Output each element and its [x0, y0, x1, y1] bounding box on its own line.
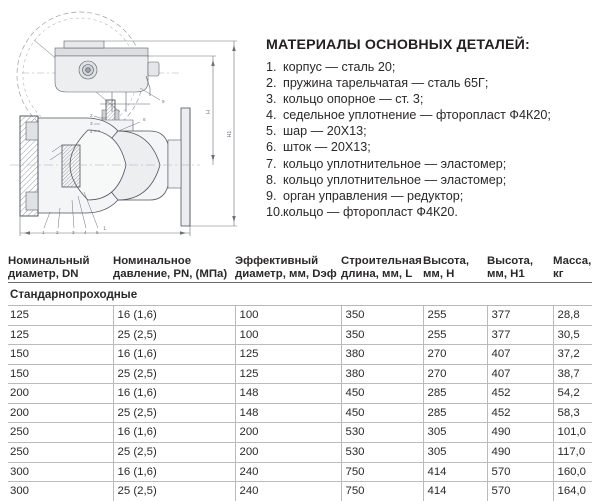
cell-length: 450: [341, 384, 423, 404]
material-item: [266, 139, 596, 155]
column-header-deff: Эффективный диаметр, мм, Dэф: [235, 255, 341, 282]
svg-text:4: 4: [90, 129, 93, 134]
cell-length: 350: [341, 305, 423, 325]
cell-length: 380: [341, 345, 423, 365]
column-header-height-h: Высота, мм, H: [423, 255, 487, 282]
cell-deff: 148: [235, 384, 341, 404]
material-item: [266, 188, 596, 204]
table-group-label: Стандарнопроходные: [8, 282, 592, 305]
left-flange: [20, 116, 38, 216]
svg-text:5: 5: [96, 230, 99, 235]
table-body: [8, 282, 592, 500]
cell-deff: 148: [235, 403, 341, 423]
cell-mass: 160,0: [553, 462, 592, 482]
table-row: [8, 403, 592, 423]
material-item-number: 4.: [266, 108, 277, 123]
cell-deff: 200: [235, 443, 341, 463]
cell-mass: 164,0: [553, 482, 592, 501]
material-item-text: шток — 20Х13;: [283, 140, 371, 155]
table-row: [8, 482, 592, 501]
material-item-text: шар — 20Х13;: [283, 124, 367, 139]
cell-deff: 200: [235, 423, 341, 443]
material-item: [266, 172, 596, 188]
material-item-number: 9.: [266, 188, 277, 203]
material-item: [266, 75, 596, 91]
cell-pn: 16 (1,6): [113, 462, 235, 482]
valve-drawing-pane: [0, 0, 258, 248]
cell-height-h: 305: [423, 443, 487, 463]
material-item: [266, 59, 596, 75]
svg-text:3: 3: [90, 121, 93, 126]
column-header-height-h1: Высота, мм, H1: [487, 255, 553, 282]
valve-body: [38, 118, 168, 213]
cell-mass: 58,3: [553, 403, 592, 423]
cell-pn: 25 (2,5): [113, 443, 235, 463]
cell-deff: 240: [235, 462, 341, 482]
cell-deff: 100: [235, 305, 341, 325]
cell-height-h: 414: [423, 462, 487, 482]
cell-height-h1: 407: [487, 345, 553, 365]
dimension-label-l: L: [103, 226, 107, 232]
table-row: [8, 305, 592, 325]
cell-mass: 37,2: [553, 345, 592, 365]
material-item: [266, 91, 596, 107]
material-item: [266, 123, 596, 139]
table-row: [8, 462, 592, 482]
cell-length: 750: [341, 462, 423, 482]
right-flange: [168, 108, 190, 226]
material-item-number: 1.: [266, 59, 277, 74]
material-item-text: кольцо уплотнительное — эластомер;: [283, 156, 507, 171]
cell-deff: 100: [235, 325, 341, 345]
materials-list: [266, 59, 596, 221]
cell-height-h: 414: [423, 482, 487, 501]
cell-height-h: 255: [423, 305, 487, 325]
cell-height-h1: 490: [487, 423, 553, 443]
cell-mass: 28,8: [553, 305, 592, 325]
cell-height-h: 255: [423, 325, 487, 345]
cell-height-h: 270: [423, 345, 487, 365]
material-item-number: 8.: [266, 172, 277, 187]
ball-valve-cross-section-drawing: [0, 0, 258, 248]
svg-text:2: 2: [90, 113, 93, 118]
cell-height-h: 305: [423, 423, 487, 443]
svg-text:2: 2: [56, 230, 59, 235]
table-row: [8, 423, 592, 443]
cell-length: 450: [341, 403, 423, 423]
cell-mass: 30,5: [553, 325, 592, 345]
table-head: [8, 255, 592, 282]
cell-mass: 101,0: [553, 423, 592, 443]
material-item-number: 5.: [266, 124, 277, 139]
table-row: [8, 384, 592, 404]
cell-height-h: 285: [423, 403, 487, 423]
column-header-pn: Номинальное давление, PN, (МПа): [113, 255, 235, 282]
top-section: [0, 0, 600, 248]
material-item-number: 6.: [266, 140, 277, 155]
cell-deff: 125: [235, 364, 341, 384]
cell-dn: 250: [8, 423, 113, 443]
table-row: [8, 364, 592, 384]
column-header-mass: Масса, кг: [553, 255, 592, 281]
cell-height-h: 285: [423, 384, 487, 404]
cell-dn: 125: [8, 325, 113, 345]
cell-length: 530: [341, 423, 423, 443]
cell-pn: 16 (1,6): [113, 305, 235, 325]
cell-height-h1: 490: [487, 443, 553, 463]
material-item-text: орган управления — редуктор;: [283, 188, 464, 203]
column-header-length: Строительная длина, мм, L: [341, 255, 422, 281]
specification-table: [8, 255, 592, 501]
table-row: [8, 443, 592, 463]
column-header-dn: Номинальный диаметр, DN: [8, 255, 113, 282]
cell-mass: 38,7: [553, 364, 592, 384]
cell-pn: 25 (2,5): [113, 403, 235, 423]
table-row: [8, 345, 592, 365]
material-item-text: седельное уплотнение — фторопласт Ф4К20;: [283, 108, 551, 123]
specification-table-wrapper: [8, 255, 592, 501]
material-item-text: кольцо — фторопласт Ф4К20.: [283, 205, 458, 220]
cell-dn: 200: [8, 384, 113, 404]
materials-title: МАТЕРИАЛЫ ОСНОВНЫХ ДЕТАЛЕЙ:: [266, 37, 530, 53]
cell-height-h1: 452: [487, 403, 553, 423]
material-item: [266, 156, 596, 172]
material-item: [266, 204, 596, 220]
cell-dn: 300: [8, 462, 113, 482]
material-item: [266, 107, 596, 123]
dimension-label-h: H: [206, 110, 212, 114]
cell-pn: 25 (2,5): [113, 325, 235, 345]
cell-pn: 25 (2,5): [113, 364, 235, 384]
table-header-row: [8, 255, 592, 282]
cell-length: 750: [341, 482, 423, 501]
cell-length: 530: [341, 443, 423, 463]
svg-text:3: 3: [72, 230, 75, 235]
cell-height-h1: 407: [487, 364, 553, 384]
cell-dn: 150: [8, 364, 113, 384]
cell-height-h1: 377: [487, 305, 553, 325]
material-item-text: кольцо опорное — ст. 3;: [283, 91, 424, 106]
cell-mass: 117,0: [553, 443, 592, 463]
svg-text:1: 1: [42, 230, 45, 235]
cell-deff: 125: [235, 345, 341, 365]
materials-section: [258, 0, 600, 248]
cell-pn: 16 (1,6): [113, 384, 235, 404]
svg-text:9: 9: [162, 99, 165, 104]
cell-length: 380: [341, 364, 423, 384]
cell-height-h1: 570: [487, 482, 553, 501]
cell-height-h1: 377: [487, 325, 553, 345]
cell-pn: 16 (1,6): [113, 423, 235, 443]
cell-dn: 200: [8, 403, 113, 423]
cell-dn: 300: [10, 485, 30, 498]
material-item-text: корпус — сталь 20;: [283, 59, 396, 74]
cell-deff: 240: [235, 482, 341, 501]
cell-dn: 125: [8, 305, 113, 325]
cell-dn: 150: [8, 345, 113, 365]
table-group-row: [8, 282, 592, 305]
material-item-text: пружина тарельчатая — сталь 65Г;: [283, 75, 489, 90]
material-item-number: 3.: [266, 91, 277, 106]
cell-mass: 54,2: [553, 384, 592, 404]
cell-pn: 16 (1,6): [113, 345, 235, 365]
cell-length: 350: [341, 325, 423, 345]
material-item-number: 10.: [266, 205, 284, 220]
cell-height-h1: 570: [487, 462, 553, 482]
material-item-text: кольцо уплотнительное — эластомер;: [283, 172, 507, 187]
svg-text:4: 4: [84, 230, 87, 235]
cell-height-h1: 452: [487, 384, 553, 404]
svg-text:6: 6: [143, 117, 146, 122]
material-item-number: 2.: [266, 75, 277, 90]
cell-dn: 250: [8, 443, 113, 463]
material-item-number: 7.: [266, 156, 277, 171]
cell-height-h: 270: [423, 364, 487, 384]
dimension-label-h1: H1: [227, 130, 233, 138]
cell-pn: 25 (2,5): [113, 482, 235, 501]
table-row: [8, 325, 592, 345]
